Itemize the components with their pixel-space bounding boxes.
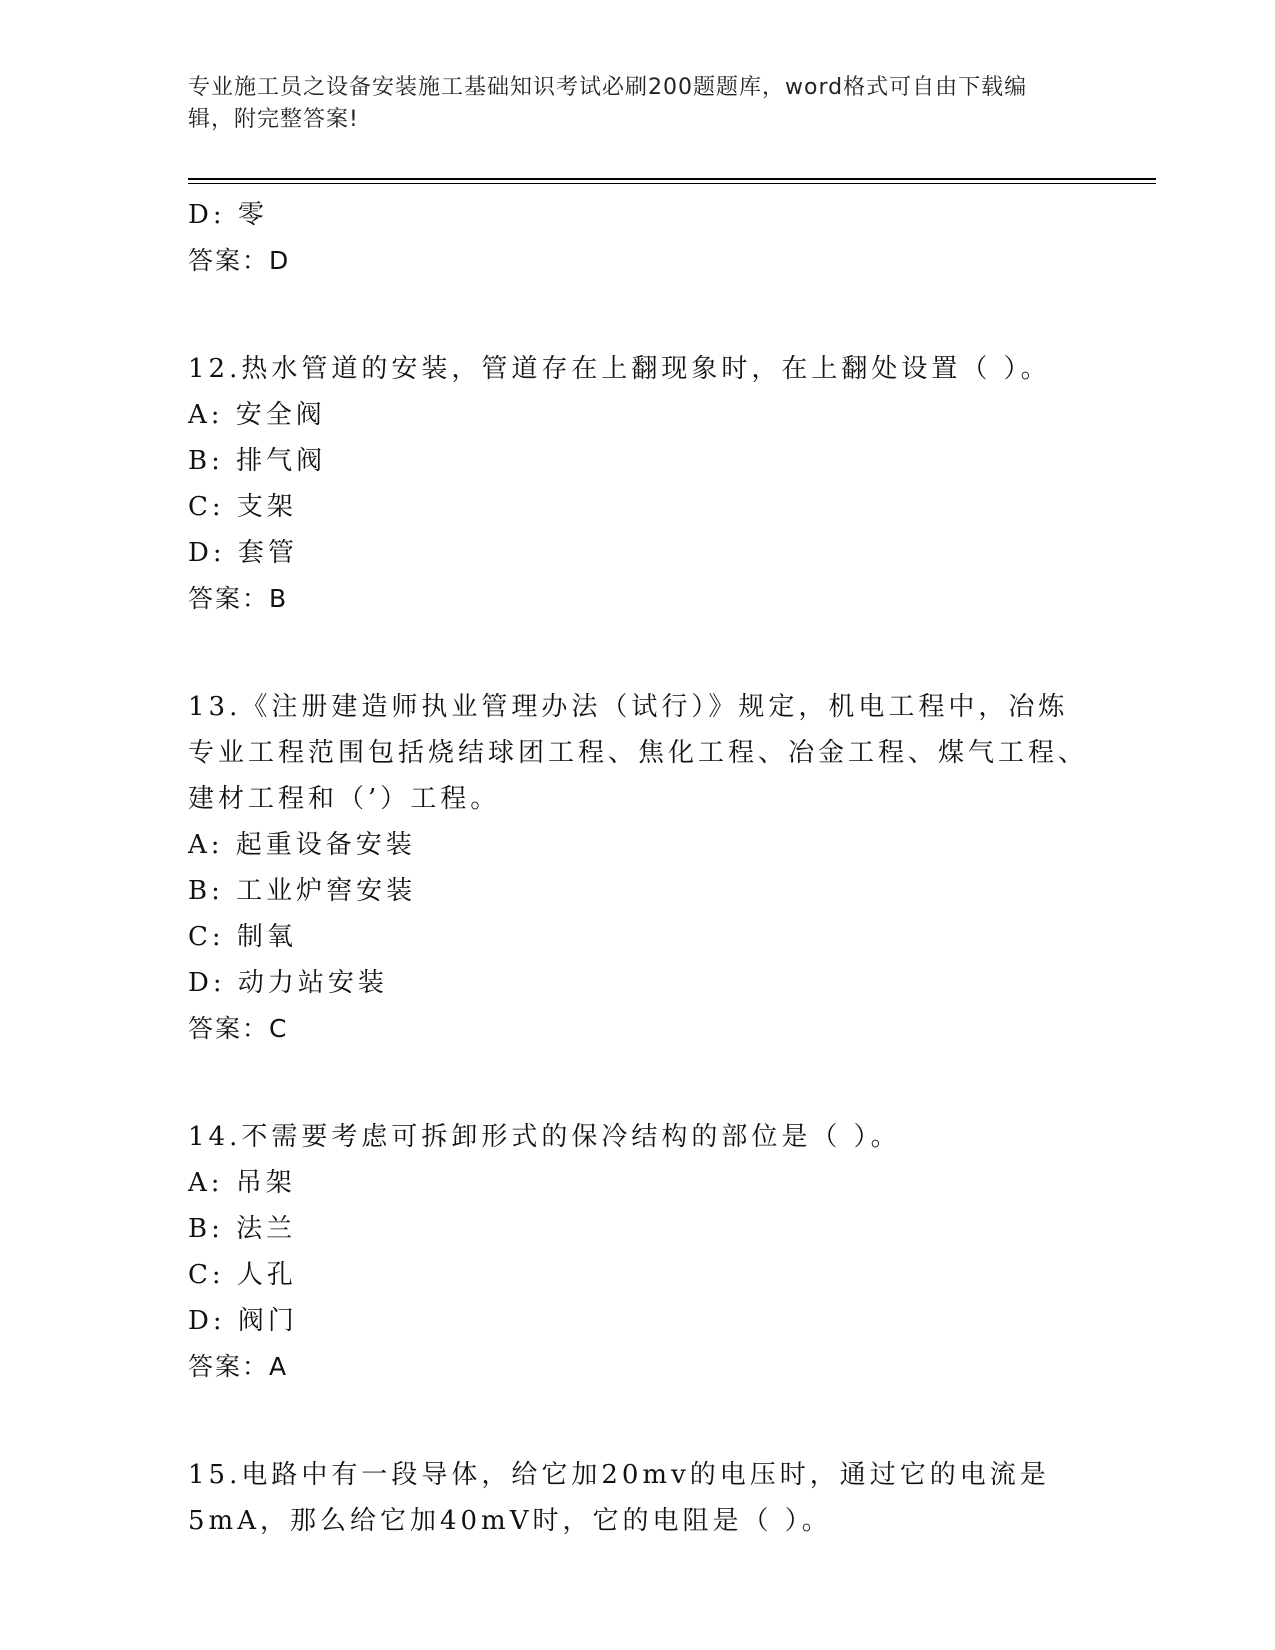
option-d: D: 零 [188,200,268,230]
option-d: D: 套管 [188,538,298,568]
question-12 [188,346,1088,622]
option-c: C: 制氧 [188,922,297,952]
answer-line: 答案：B [188,584,289,613]
option-b: B: 工业炉窖安装 [188,876,417,906]
option-c: C: 人孔 [188,1260,297,1290]
option-a: A: 安全阀 [188,400,326,430]
question-13 [188,684,1088,1052]
question-14 [188,1114,1088,1390]
question-15 [188,1452,1088,1544]
option-d: D: 动力站安装 [188,968,388,998]
spacer [188,284,1088,346]
question-stem: 12.热水管道的安装，管道存在上翻现象时，在上翻处设置（ ）。 [188,354,1051,384]
option-b: B: 法兰 [188,1214,297,1244]
previous-question-tail [188,192,1088,284]
answer-line: 答案：D [188,246,291,275]
page-header: 专业施工员之设备安装施工基础知识考试必刷200题题库，word格式可自由下载编辑，附完整答案! [188,75,1028,132]
header-rule-thin [188,183,1156,184]
spacer [188,1052,1088,1114]
option-b: B: 排气阀 [188,446,327,476]
question-stem: 15.电路中有一段导体，给它加20mv的电压时，通过它的电流是5mA，那么给它加40mV时，它的电阻是（ ）。 [188,1460,1050,1536]
option-d: D: 阀门 [188,1306,298,1336]
header-rule-thick [188,178,1156,180]
question-list [188,192,1088,1544]
spacer [188,622,1088,684]
spacer [188,1390,1088,1452]
option-a: A: 吊架 [188,1168,296,1198]
answer-line: 答案：A [188,1352,289,1381]
question-stem: 14.不需要考虑可拆卸形式的保冷结构的部位是（ ）。 [188,1122,901,1152]
question-stem: 13.《注册建造师执业管理办法（试行）》规定，机电工程中，冶炼专业工程范围包括烧结球团工程、焦化工程、冶金工程、煤气工程、建材工程和（’）工程。 [188,692,1089,814]
option-c: C: 支架 [188,492,297,522]
answer-line: 答案：C [188,1014,289,1043]
option-a: A: 起重设备安装 [188,830,416,860]
